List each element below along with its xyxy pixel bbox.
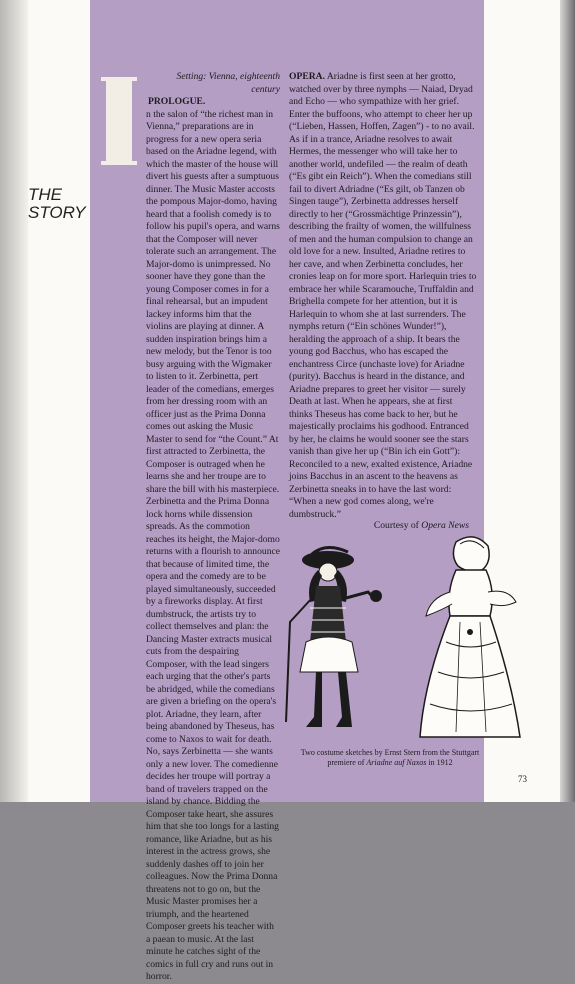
figure-caption bbox=[300, 748, 480, 768]
column-opera bbox=[289, 71, 477, 521]
setting-line: Setting: Vienna, eighteenth century bbox=[176, 71, 280, 95]
opera-text: Ariadne is first seen at her grotto, watched over by three nymphs — Naiad, Dryad and Echo — who sympathize with her grief. Enter the buffoons, who attempt to cheer her up (“Lieben, Hassen, Hoffen, Zagen”) - to no avail. As if in a trance, Ariadne resolves to await Hermes, the messenger who will take her to another world, undefiled — the realm of death (“Es gibt ein Reich”). When the comedians still fail to divert Adriadne (“Es gilt, ob Tanzen ob Singen tauge”), Zerbinetta addresses herself directly to her (“Grossmächtige Prinzessin”), describing the frailty of women, the willfulness of men and the human compulsion to change an old love for a new. Insulted, Ariadne retires to her cave, and when Zerbinetta concludes, her cronies leap on for more sport. Harlequin tries to embrace her while Scaramouche, Truffaldin and Brighella compete for her attention, but it is Harlequin to whom she at last surrenders. The nymphs return (“Ein schönes Wunder!”), heralding the approach of a ship. It bears the young god Bacchus, who has escaped the enchantress Circe (unchaste love) for Ariadne (purity). Bacchus is heard in the distance, and Ariadne prepares to greet her visitor — surely Death at last. When he appears, she at first thinks Theseus has come back to her, but he majestically proclaims his godhood. Entranced by her, he claims he would sooner see the stars vanish than give her up (“Bin ich ein Gott”): Reconciled to a new, exalted existence, Ariadne joins Bacchus in an ascent to the heavens as Zerbinetta sneaks in to have the last word: “When a new god comes along, we're dumbstruck.” bbox=[289, 71, 477, 520]
column-prologue bbox=[92, 71, 280, 984]
page-edge bbox=[560, 0, 575, 802]
caption-title: Ariadne auf Naxos bbox=[366, 758, 427, 767]
prologue-text: n the salon of “the richest man in Vienna,” preparations are in progress for a new opera seria based on the Ariadne legend, with which the master of the house will divert his guests after a sumptuous dinner. The Music Master accosts the pompous Major-domo, having heard that a foolish comedy is to follow his pupil's opera, and warns that the Composer will never tolerate such an arrangement. The Major-domo is unimpressed. No sooner have they gone than the young Composer comes in for a final rehearsal, but an impudent lackey informs him that the violins are playing at dinner. A sudden inspiration brings him a new melody, but the Tenor is too busy arguing with the Wigmaker to listen to it. Zerbinetta, pert leader of the comedians, emerges from her dressing room with an officer just as the Prima Donna comes out asking the Music Master to send for “the Count.” At first attracted to Zerbinetta, the Composer is outraged when he learns she and her troupe are to share the bill with his masterpiece. Zerbinetta and the Prima Donna lock horns while dissension spreads. As the commotion reaches its height, the Major-domo returns with a flourish to announce that because of limited time, the opera and the comedy are to be played simultaneously, succeeded by a fireworks display. At first dumbstruck, the artists try to collect themselves and plan: the Dancing Master extracts musical cuts from the despairing Composer, with the lead singers each urging that the other's parts be abridged, while the comedians are given a briefing on the opera's plot. Ariadne, they learn, after being abandoned by Theseus, has come to Naxos to wait for death. No, says Zerbinetta — she wants only a new lover. The comedienne decides her troupe will portray a band of travelers trapped on the island by chance. Bidding the Composer take heart, she assures him that she too longs for a lasting romance, like Ariadne, but as his interest in the actress grows, she suddenly dashes off to join her colleagues. Now the Prima Donna threatens not to go on, but the Music Master promises her a triumph, and the heartened Composer greets his teacher with a paean to music. At the last minute he catches sight of the comics in full cry and runs out in horror. bbox=[146, 108, 281, 982]
credit-source: Opera News bbox=[421, 520, 469, 531]
credit-prefix: Courtesy of bbox=[373, 520, 419, 531]
book-spine-shadow bbox=[0, 0, 28, 802]
costume-sketch-cavalier bbox=[276, 542, 396, 742]
section-heading bbox=[28, 186, 86, 222]
opera-label: OPERA. bbox=[289, 71, 325, 82]
page-number: 73 bbox=[518, 774, 527, 784]
costume-sketch-lady bbox=[416, 532, 524, 747]
caption-text: Two costume sketches by Ernst Stern from the Stuttgart premiere of bbox=[300, 748, 480, 767]
prologue-label: PROLOGUE. bbox=[148, 96, 206, 107]
heading-line-1: THE bbox=[28, 185, 62, 204]
credit-line bbox=[289, 520, 469, 531]
heading-line-2: STORY bbox=[28, 203, 86, 222]
caption-suffix: in 1912 bbox=[428, 758, 453, 767]
opera-paragraph bbox=[289, 71, 477, 521]
